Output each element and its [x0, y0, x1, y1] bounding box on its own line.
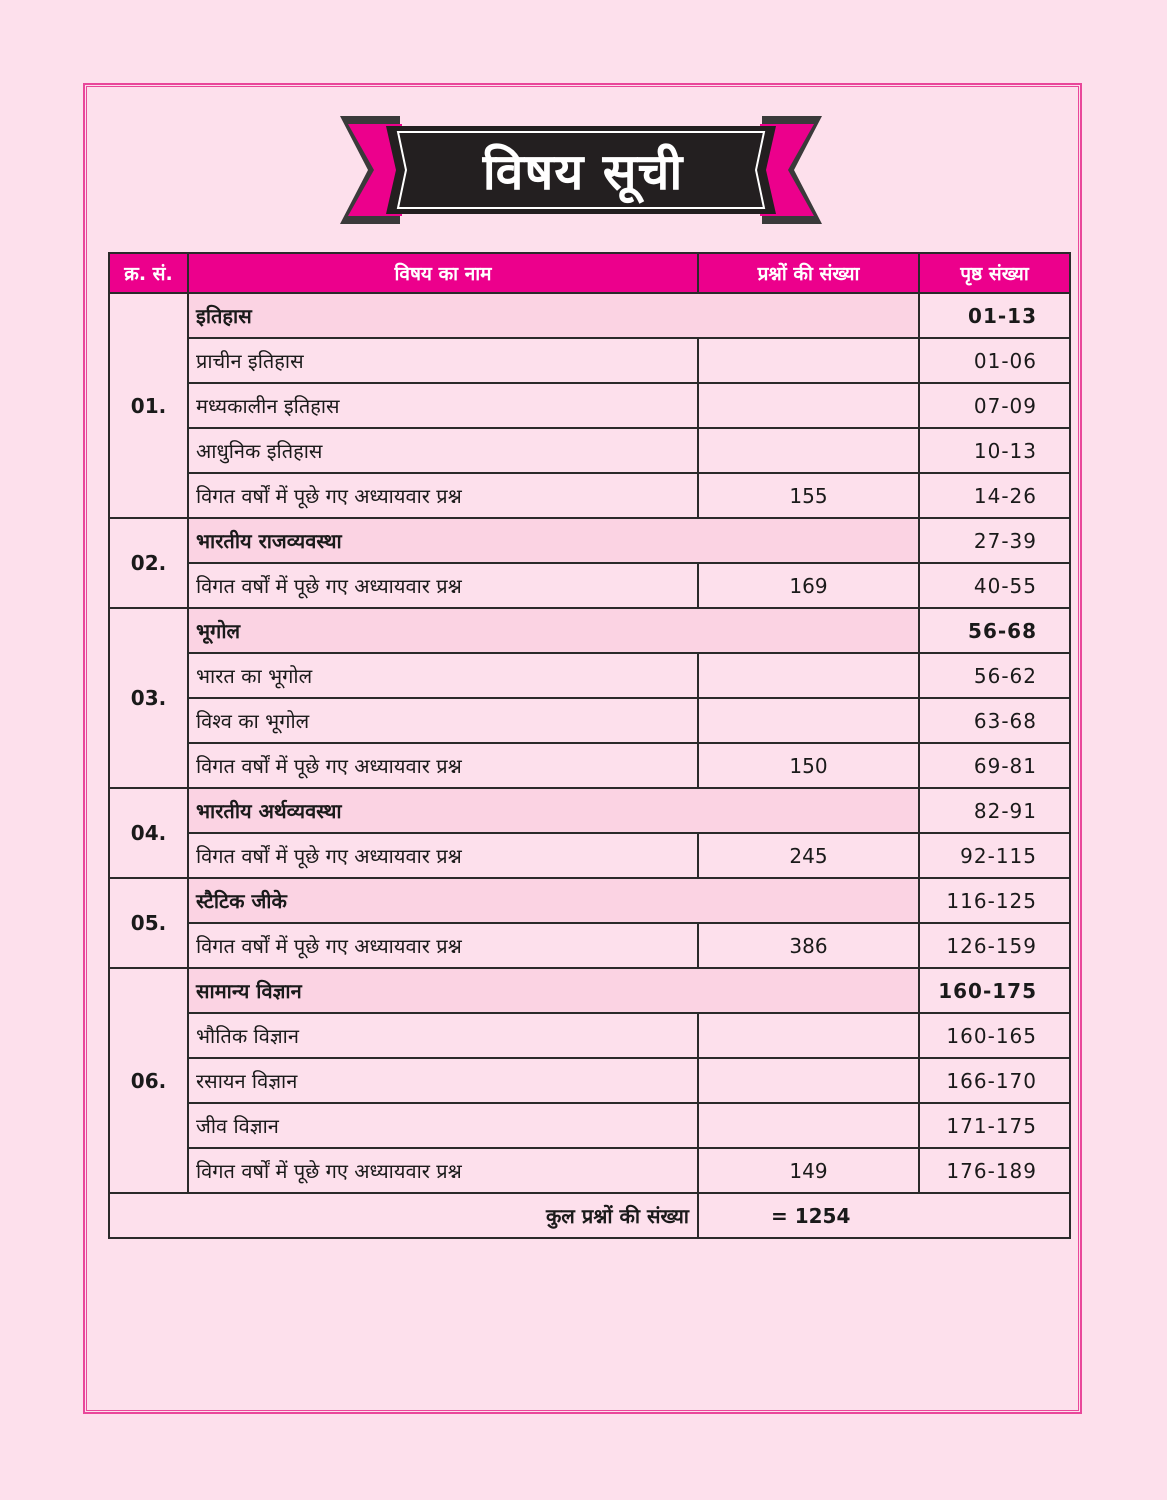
item-question-count: 169 — [698, 563, 919, 608]
item-name[interactable]: विगत वर्षों में पूछे गए अध्यायवार प्रश्न — [188, 833, 698, 878]
item-question-count: 149 — [698, 1148, 919, 1193]
item-name[interactable]: विगत वर्षों में पूछे गए अध्यायवार प्रश्न — [188, 563, 698, 608]
item-name[interactable]: विश्व का भूगोल — [188, 698, 698, 743]
item-pages: 07-09 — [919, 383, 1070, 428]
item-question-count: 386 — [698, 923, 919, 968]
item-row — [109, 1013, 1070, 1058]
item-pages: 126-159 — [919, 923, 1070, 968]
section-row — [109, 293, 1070, 338]
total-row — [109, 1193, 1070, 1238]
item-name[interactable]: विगत वर्षों में पूछे गए अध्यायवार प्रश्न — [188, 1148, 698, 1193]
header-pages: पृष्ठ संख्या — [919, 253, 1070, 293]
section-title[interactable]: भारतीय राजव्यवस्था — [188, 518, 919, 563]
item-name[interactable]: रसायन विज्ञान — [188, 1058, 698, 1103]
section-pages: 56-68 — [919, 608, 1070, 653]
header-questions: प्रश्नों की संख्या — [698, 253, 919, 293]
item-pages: 166-170 — [919, 1058, 1070, 1103]
total-value: = 1254 — [698, 1193, 1070, 1238]
item-row — [109, 383, 1070, 428]
item-question-count: 155 — [698, 473, 919, 518]
item-question-count — [698, 428, 919, 473]
section-number: 04. — [109, 788, 188, 878]
section-pages: 160-175 — [919, 968, 1070, 1013]
item-name[interactable]: विगत वर्षों में पूछे गए अध्यायवार प्रश्न — [188, 923, 698, 968]
section-row — [109, 788, 1070, 833]
section-title[interactable]: इतिहास — [188, 293, 919, 338]
table-header-row — [109, 253, 1070, 293]
item-row — [109, 338, 1070, 383]
item-question-count: 150 — [698, 743, 919, 788]
item-row — [109, 923, 1070, 968]
item-pages: 63-68 — [919, 698, 1070, 743]
section-number: 03. — [109, 608, 188, 788]
item-question-count — [698, 653, 919, 698]
item-row — [109, 428, 1070, 473]
item-pages: 69-81 — [919, 743, 1070, 788]
item-row — [109, 563, 1070, 608]
page-title: विषय सूची — [482, 143, 684, 201]
header-sno: क्र. सं. — [109, 253, 188, 293]
section-title[interactable]: भारतीय अर्थव्यवस्था — [188, 788, 919, 833]
item-row — [109, 743, 1070, 788]
section-pages: 01-13 — [919, 293, 1070, 338]
section-row — [109, 518, 1070, 563]
section-row — [109, 878, 1070, 923]
item-question-count — [698, 1058, 919, 1103]
item-pages: 10-13 — [919, 428, 1070, 473]
section-number: 02. — [109, 518, 188, 608]
item-pages: 01-06 — [919, 338, 1070, 383]
item-row — [109, 1148, 1070, 1193]
section-row — [109, 968, 1070, 1013]
item-pages: 171-175 — [919, 1103, 1070, 1148]
header-subject: विषय का नाम — [188, 253, 698, 293]
item-name[interactable]: जीव विज्ञान — [188, 1103, 698, 1148]
item-question-count — [698, 698, 919, 743]
item-pages: 92-115 — [919, 833, 1070, 878]
section-pages: 82-91 — [919, 788, 1070, 833]
item-pages: 56-62 — [919, 653, 1070, 698]
contents-table — [108, 252, 1071, 1239]
item-name[interactable]: भौतिक विज्ञान — [188, 1013, 698, 1058]
section-title[interactable]: सामान्य विज्ञान — [188, 968, 919, 1013]
item-question-count: 245 — [698, 833, 919, 878]
section-number: 06. — [109, 968, 188, 1193]
item-pages: 14-26 — [919, 473, 1070, 518]
item-pages: 40-55 — [919, 563, 1070, 608]
item-name[interactable]: मध्यकालीन इतिहास — [188, 383, 698, 428]
item-question-count — [698, 1013, 919, 1058]
item-name[interactable]: विगत वर्षों में पूछे गए अध्यायवार प्रश्न — [188, 743, 698, 788]
section-pages: 116-125 — [919, 878, 1070, 923]
section-row — [109, 608, 1070, 653]
item-row — [109, 698, 1070, 743]
item-question-count — [698, 383, 919, 428]
total-label: कुल प्रश्नों की संख्या — [109, 1193, 698, 1238]
item-row — [109, 473, 1070, 518]
item-question-count — [698, 338, 919, 383]
item-name[interactable]: विगत वर्षों में पूछे गए अध्यायवार प्रश्न — [188, 473, 698, 518]
section-number: 05. — [109, 878, 188, 968]
section-number: 01. — [109, 293, 188, 518]
item-row — [109, 1058, 1070, 1103]
item-row — [109, 1103, 1070, 1148]
item-pages: 160-165 — [919, 1013, 1070, 1058]
item-name[interactable]: प्राचीन इतिहास — [188, 338, 698, 383]
section-title[interactable]: स्टैटिक जीके — [188, 878, 919, 923]
section-title[interactable]: भूगोल — [188, 608, 919, 653]
item-row — [109, 833, 1070, 878]
item-name[interactable]: भारत का भूगोल — [188, 653, 698, 698]
item-question-count — [698, 1103, 919, 1148]
section-pages: 27-39 — [919, 518, 1070, 563]
item-row — [109, 653, 1070, 698]
item-pages: 176-189 — [919, 1148, 1070, 1193]
item-name[interactable]: आधुनिक इतिहास — [188, 428, 698, 473]
